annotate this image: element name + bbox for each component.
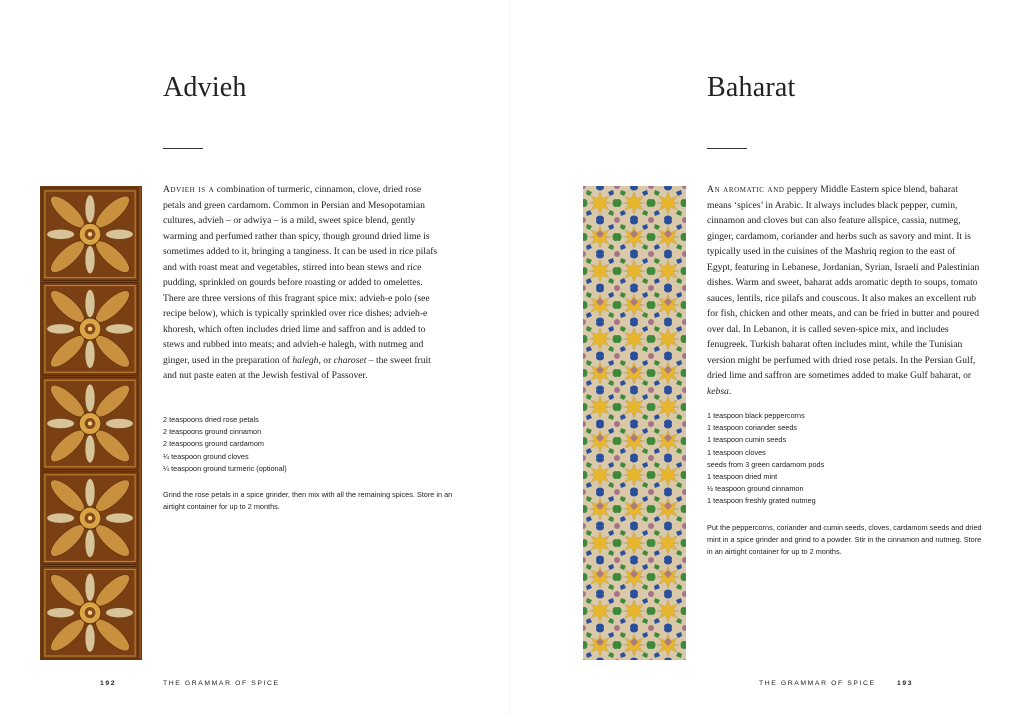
ingredient-item: 1 teaspoon coriander seeds xyxy=(707,423,798,433)
ingredient-item: seeds from 3 green cardamom pods xyxy=(707,459,825,469)
advieh-italic-halegh: halegh xyxy=(292,354,319,366)
ingredient-item: ¼ teaspoon ground turmeric (optional) xyxy=(163,463,287,473)
ingredient-item: 2 teaspoons dried rose petals xyxy=(163,415,259,424)
page-title-baharat: Baharat xyxy=(707,72,796,103)
ingredient-item: 1 teaspoon cloves xyxy=(707,447,766,457)
advieh-body-tail: – the sweet fruit and nut paste eaten at the Jewish festival of Passover. xyxy=(163,354,431,381)
page-title-advieh: Advieh xyxy=(163,72,247,103)
baharat-lead-in: An aromatic and xyxy=(707,184,785,195)
ingredient-item: 2 teaspoons ground cardamom xyxy=(163,439,265,449)
advieh-method: Grind the rose petals in a spice grinder, then mix with all the remaining spices. Store in an airtight container for up to 2 months. xyxy=(163,490,453,512)
advieh-ingredient-list xyxy=(163,414,463,475)
baharat-body-tail: . xyxy=(728,385,732,397)
title-rule xyxy=(163,148,203,149)
ingredient-item: ¼ teaspoon ground cloves xyxy=(163,451,249,461)
advieh-lead-in: Advieh is a xyxy=(163,184,215,195)
ingredient-item: 2 teaspoons ground cinnamon xyxy=(163,427,262,437)
baharat-body-text: peppery Middle Eastern spice blend, baharat means ‘spices’ in Arabic. It always includes black pepper, cumin, cinnamon and cloves but can also feature allspice, cassia, nutmeg, ginger, cardamom, coriander and herbs such as savory and mint. It is typically used in the cuisines of the Mashriq region to the east of Egypt, featuring in Lebanese, Jordanian, Syrian, Israeli and Palestinian dishes. Warm and sweet, baharat adds aromatic depth to soups, tomato sauces, lentils, rice pilafs and couscous. It also makes an excellent rub for fish, chicken and other meats, and can be fried in butter and poured over dal. In Lebanon, it is called seven-spice mix, and includes fenugreek. Turkish baharat often includes mint, while the Tunisian version might be perfumed with dried rose petals. In the Persian Gulf, dried lime and saffron are sometimes added to make Gulf baharat, or xyxy=(707,184,980,381)
page-number: 192 xyxy=(100,680,117,687)
right-folio xyxy=(897,680,913,687)
baharat-zellige-illustration xyxy=(583,186,686,660)
left-running-head: THE GRAMMAR OF SPICE xyxy=(163,680,280,687)
baharat-description xyxy=(707,182,982,399)
advieh-body-text: combination of turmeric, cinnamon, clove, dried rose petals and green cardamom. Common in Persian and Mesopotamian cultures, advieh – or adwiya – is a mild, sweet spice blend, gently warming and perfumed rather than spicy, though ground dried lime is sometimes added to it, bringing a tanginess. It can be used in rice pilafs and with roast meat and vegetables, stirred into bean stews and rice pudding, sprinkled on gourds before roasting or added to omelettes. There are three versions of this fragrant spice mix: advieh-e polo (see recipe below), which is typically sprinkled over rice dishes; advieh-e khoresh, which often includes dried lime and saffron and is added to stews and rubbed into meats; and advieh-e halegh, with nutmeg and ginger, used in the preparation of xyxy=(163,184,438,366)
right-page xyxy=(510,0,1020,716)
baharat-recipe xyxy=(707,410,987,558)
ingredient-item: ½ teaspoon ground cinnamon xyxy=(707,484,804,494)
ingredient-item: 1 teaspoon freshly grated nutmeg xyxy=(707,496,816,506)
right-running-head: THE GRAMMAR OF SPICE xyxy=(759,680,876,687)
baharat-ingredient-list xyxy=(707,410,987,508)
advieh-recipe xyxy=(163,414,463,513)
advieh-body-mid: , or xyxy=(318,354,334,366)
advieh-ornament-illustration xyxy=(40,186,142,660)
ingredient-item: 1 teaspoon cumin seeds xyxy=(707,435,787,445)
baharat-italic-kebsa: kebsa xyxy=(707,385,729,397)
page-number: 193 xyxy=(897,680,914,687)
title-rule xyxy=(707,148,747,149)
ingredient-item: 1 teaspoon black peppercorns xyxy=(707,411,805,420)
ingredient-item: 1 teaspoon dried mint xyxy=(707,472,778,482)
baharat-method: Put the peppercorns, coriander and cumin seeds, cloves, cardamom seeds and dried mint in a spice grinder and grind to a powder. Stir in the cinnamon and nutmeg. Store in an airtight container for up to 2 months. xyxy=(707,522,982,557)
advieh-italic-charoset: charoset xyxy=(333,354,367,366)
left-folio xyxy=(100,680,116,687)
advieh-description xyxy=(163,182,441,384)
